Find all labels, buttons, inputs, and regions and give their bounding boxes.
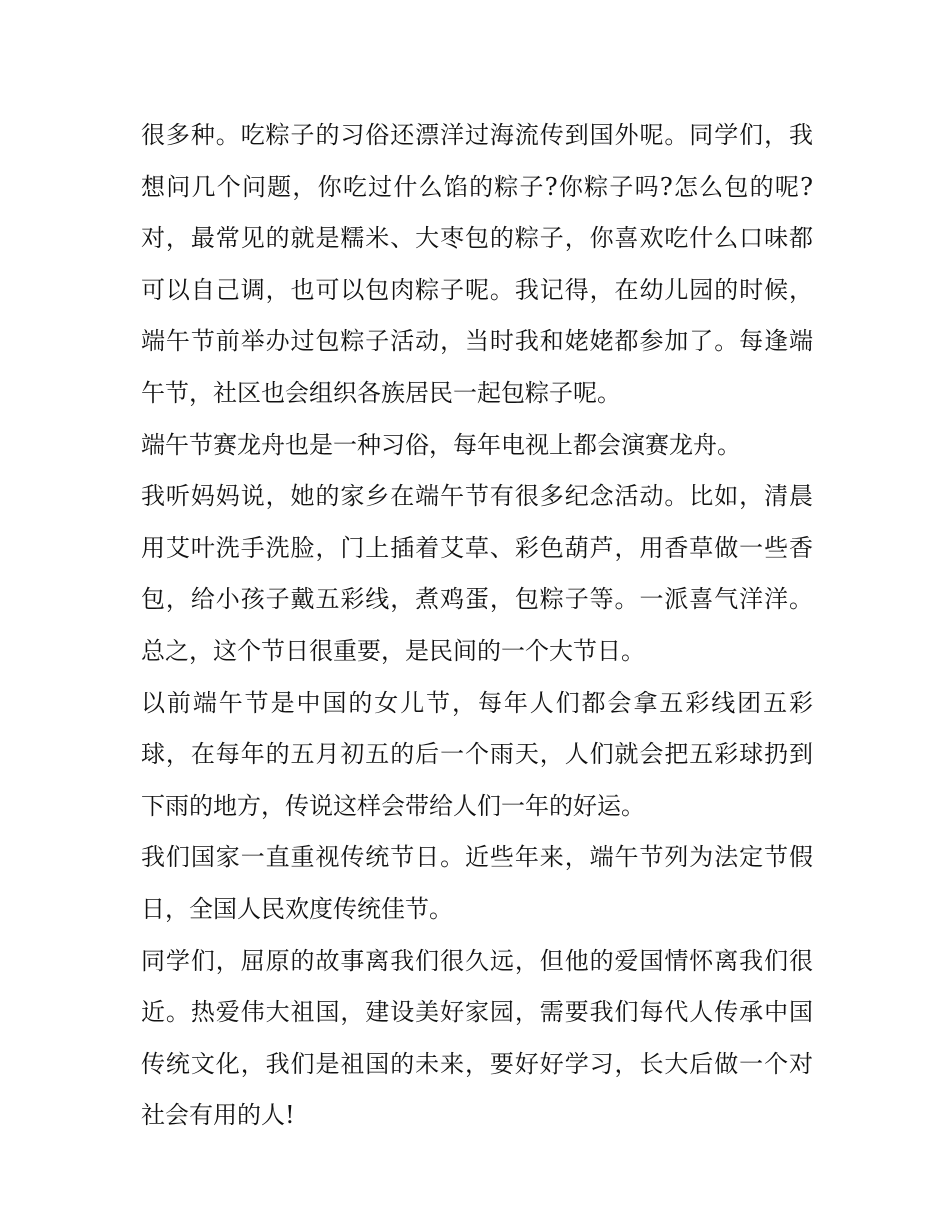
- text-line: 我们国家一直重视传统节日。近些年来，端午节列为法定节假: [141, 843, 813, 872]
- text-line: 我听妈妈说，她的家乡在端午节有很多纪念活动。比如，清晨: [141, 482, 813, 511]
- text-line: 端午节赛龙舟也是一种习俗，每年电视上都会演赛龙舟。: [141, 430, 741, 459]
- text-line: 近。热爱伟大祖国，建设美好家园，需要我们每代人传承中国: [141, 998, 813, 1027]
- text-line: 可以自己调，也可以包肉粽子呢。我记得，在幼儿园的时候，: [141, 275, 813, 304]
- text-line: 很多种。吃粽子的习俗还漂洋过海流传到国外呢。同学们，我: [141, 121, 813, 149]
- text-line: 午节，社区也会组织各族居民一起包粽子呢。: [141, 378, 621, 407]
- text-line: 用艾叶洗手洗脸，门上插着艾草、彩色葫芦，用香草做一些香: [141, 533, 813, 562]
- text-line: 以前端午节是中国的女儿节，每年人们都会拿五彩线团五彩: [141, 688, 813, 717]
- text-line: 传统文化，我们是祖国的未来，要好好学习，长大后做一个对: [141, 1049, 813, 1078]
- text-line: 对，最常见的就是糯米、大枣包的粽子，你喜欢吃什么口味都: [141, 224, 813, 253]
- text-line: 端午节前举办过包粽子活动，当时我和姥姥都参加了。每逢端: [141, 327, 813, 356]
- text-line: 想问几个问题，你吃过什么馅的粽子?你粽子吗?怎么包的呢?: [141, 172, 813, 201]
- text-line: 包，给小孩子戴五彩线，煮鸡蛋，包粽子等。一派喜气洋洋。: [141, 585, 813, 614]
- body-text: [141, 110, 813, 1142]
- text-line: 球，在每年的五月初五的后一个雨天，人们就会把五彩球扔到: [141, 740, 813, 769]
- text-line: 社会有用的人!: [141, 1101, 295, 1130]
- text-line: 下雨的地方，传说这样会带给人们一年的好运。: [141, 791, 645, 820]
- text-line: 同学们，屈原的故事离我们很久远，但他的爱国情怀离我们很: [141, 946, 813, 975]
- text-line: 日，全国人民欢度传统佳节。: [141, 894, 453, 923]
- text-line: 总之，这个节日很重要，是民间的一个大节日。: [141, 636, 645, 665]
